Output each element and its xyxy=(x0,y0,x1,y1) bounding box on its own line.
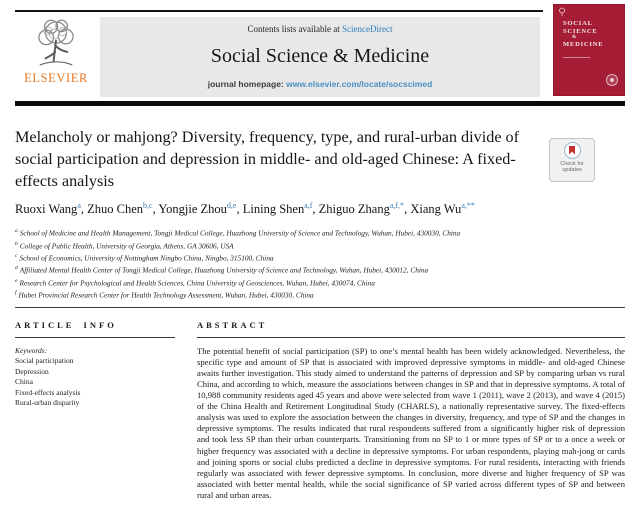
top-rule xyxy=(15,10,543,12)
sciencedirect-link[interactable]: ScienceDirect xyxy=(342,24,393,34)
affiliation-sup: a xyxy=(15,228,18,235)
keyword-item: Social participation xyxy=(15,356,74,366)
affiliation-item xyxy=(15,251,625,263)
header-divider xyxy=(15,101,625,106)
journal-cover-thumbnail xyxy=(553,4,625,96)
title-row xyxy=(15,126,625,192)
cover-title xyxy=(563,20,603,48)
affiliation-item xyxy=(15,276,625,288)
affiliation-text: College of Public Health, University of Georgia, Athens, GA 30606, USA xyxy=(19,241,234,250)
affiliation-item xyxy=(15,263,625,275)
affiliation-sup: e xyxy=(15,277,18,284)
author xyxy=(243,202,319,216)
affiliation-text: Affiliated Mental Health Center of Tongji Medical College, Huazhong University of Science and Technology, Wuhan, Hubei, 430012, China xyxy=(19,265,429,275)
journal-homepage-link[interactable]: www.elsevier.com/locate/socscimed xyxy=(286,79,433,89)
crossmark-icon xyxy=(564,142,581,159)
affiliation-sup: c xyxy=(15,253,18,259)
author xyxy=(87,202,158,216)
check-for-updates-label: Check for updates xyxy=(560,161,584,173)
author-affiliation-sup[interactable]: a,f xyxy=(304,201,313,210)
affiliation-item xyxy=(15,226,625,238)
abstract-section xyxy=(197,320,625,501)
author xyxy=(15,202,87,216)
cover-elsevier-icon xyxy=(558,7,566,17)
journal-title: Social Science & Medicine xyxy=(210,45,430,67)
author xyxy=(319,202,411,216)
affiliation-sup: b xyxy=(15,240,18,247)
author-affiliation-sup[interactable]: a,** xyxy=(461,201,475,210)
author-name: Zhiguo Zhang xyxy=(318,202,390,217)
affiliation-item xyxy=(15,239,625,251)
elsevier-wordmark: ELSEVIER xyxy=(24,71,88,85)
author-name: Lining Shen xyxy=(242,202,305,217)
cover-title-line: MEDICINE xyxy=(563,40,604,48)
affiliation-sup: f xyxy=(15,290,17,297)
author xyxy=(410,202,475,216)
article-content xyxy=(15,126,625,501)
author-affiliation-sup[interactable]: a xyxy=(77,201,81,210)
affiliation-item xyxy=(15,288,625,300)
affiliations-list xyxy=(15,226,625,301)
homepage-label: journal homepage: xyxy=(207,79,287,89)
check-for-updates-badge[interactable] xyxy=(549,138,595,182)
elsevier-tree-icon xyxy=(30,15,82,71)
cover-title-line: & xyxy=(572,35,577,40)
author-affiliation-sup[interactable]: d,e xyxy=(226,201,237,210)
article-info-heading: ARTICLE INFO xyxy=(15,319,117,330)
author-separator: , xyxy=(152,202,159,217)
cover-title-line: SOCIAL xyxy=(563,20,593,27)
author-name: Xiang Wu xyxy=(410,202,462,217)
elsevier-logo xyxy=(14,15,98,86)
section-divider xyxy=(15,307,625,308)
affiliation-text: School of Economics, University of Nottingham Ningbo China, Ningbo, 315100, China xyxy=(19,253,274,263)
author-separator: , xyxy=(80,202,88,217)
author-affiliation-sup[interactable]: b,c xyxy=(143,201,153,210)
info-abstract-columns xyxy=(15,320,625,501)
article-title: Melancholy or mahjong? Diversity, frequency, type, and rural-urban divide of social participation and depression in middle- and old-aged Chinese: A fixed-effects analysis xyxy=(15,128,520,190)
author-separator: , xyxy=(404,202,411,217)
keyword-item: Fixed-effects analysis xyxy=(15,387,81,397)
author-separator: , xyxy=(236,202,243,217)
article-info-section xyxy=(15,320,181,501)
author-name: Zhuo Chen xyxy=(87,202,144,217)
keyword-item: China xyxy=(15,377,33,387)
affiliation-sup: d xyxy=(15,265,18,272)
affiliation-text: Hubei Provincial Research Center for Health Technology Assessment, Wuhan, Hubei, 430030, China xyxy=(18,290,314,300)
homepage-line xyxy=(208,79,433,89)
abstract-heading: ABSTRACT xyxy=(197,319,268,330)
abstract-rule xyxy=(197,337,625,338)
article-info-rule xyxy=(15,337,175,338)
keywords-block xyxy=(15,346,181,409)
cover-title-line: SCIENCE xyxy=(563,27,598,35)
contents-line-prefix: Contents lists available at xyxy=(247,24,342,34)
cover-seal-icon xyxy=(606,74,618,86)
keywords-label: Keywords: xyxy=(15,345,48,355)
keyword-item: Rural-urban disparity xyxy=(15,398,80,408)
author xyxy=(158,202,242,216)
author-name: Yongjie Zhou xyxy=(158,202,227,217)
cover-rule xyxy=(563,57,590,58)
author-separator: , xyxy=(312,202,319,217)
affiliation-text: Research Center for Psychological and Health Sciences, China University of Geosciences, Wuhan, Hubei, 430074, China xyxy=(19,278,375,288)
keyword-item: Depression xyxy=(15,366,49,376)
author-affiliation-sup[interactable]: a,f,* xyxy=(389,201,405,210)
abstract-text: The potential benefit of social participation (SP) to one’s mental health has been widely acknowledged. Nevertheless, the specific type and amount of SP that is associated with improved depressive symptoms in middle- and old-aged Chinese awaits further investigation. This study aimed to understand the patterns of depression and SP by comparing urban vs rural China, and according to which, measure the associations between changes in SP and that in depressive symptoms. A total of 10,988 community residents aged 45 years and above were selected from wave 1 (2011), wave 2 (2013), and wave 4 (2015) of the China Health and Retirement Longitudinal Study (CHARLS), a nationally representative survey. The fixed-effects analysis was used to explore the association between the changes in diversity, frequency, and type of SP and the changes in depressive symptoms. The results indicated that rural respondents suffered from a significantly higher risk of depression and took less SP than their urban counterparts. Transitioning from no SP to 1 or more types of SP or to a once a week or higher frequency was associated with a decline in depressive symptoms. For urban respondents, playing mah-jong or cards and joining sports or social clubs predicted a decline in depressive symptoms. For rural residents, interacting with friends regularly was associated with fewer depressive symptoms. In conclusion, more diverse and higher frequency of SP was associated with better mental health, while the social significance of SP varied across different types of SP and between rural and urban areas. xyxy=(197,345,625,500)
affiliation-text: School of Medicine and Health Management, Tongji Medical College, Huazhong University of Science and Technology, Wuhan, Hubei, 430030, China xyxy=(19,228,461,238)
journal-banner xyxy=(100,17,540,97)
author-line xyxy=(15,201,625,217)
contents-line xyxy=(248,24,393,34)
author-name: Ruoxi Wang xyxy=(15,202,78,217)
